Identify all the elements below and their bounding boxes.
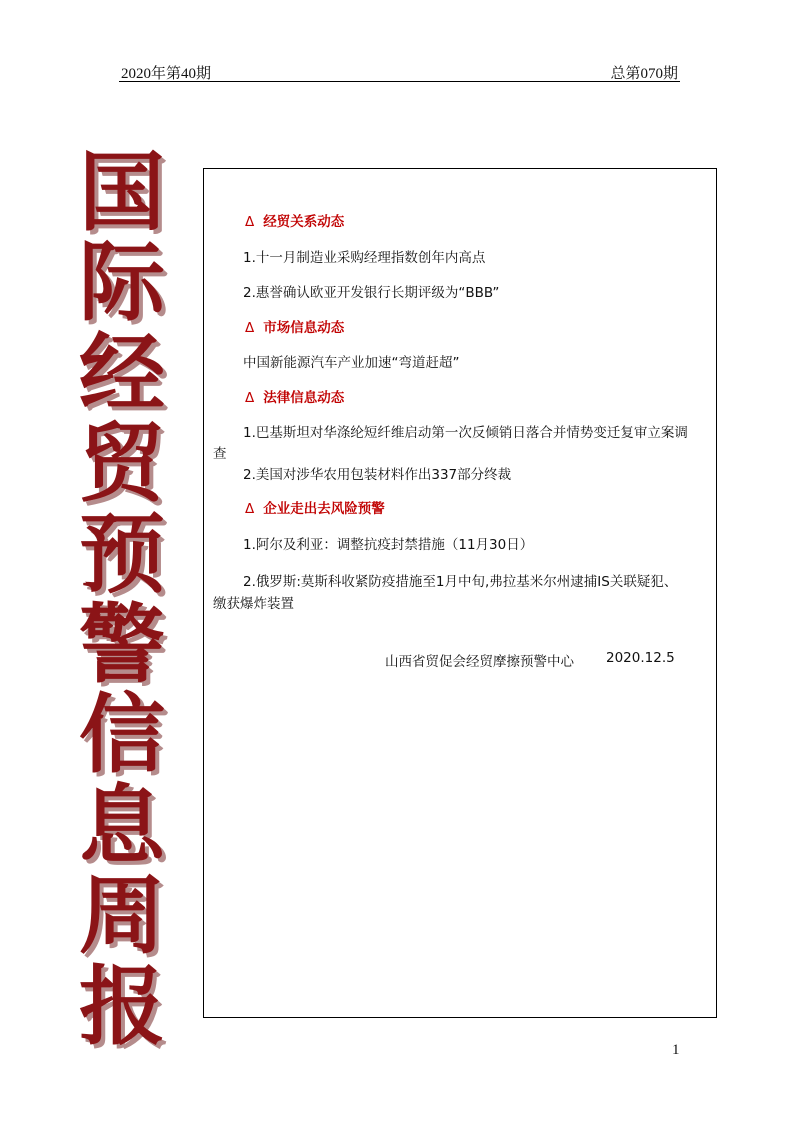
title-char: 经 xyxy=(79,323,165,424)
total-issue-number: 总第070期 xyxy=(610,66,678,82)
list-item[interactable]: 1.巴基斯坦对华涤纶短纤维启动第一次反倾销日落合并情势变迁复审立案调 xyxy=(243,425,688,441)
title-char: 警 xyxy=(79,594,165,695)
title-char: 贸 xyxy=(79,414,165,515)
triangle-icon: Δ xyxy=(245,390,255,406)
list-item[interactable]: 1.阿尔及利亚：调整抗疫封禁措施（11月30日） xyxy=(243,537,534,553)
title-char: 际 xyxy=(79,233,165,334)
title-char: 息 xyxy=(79,775,165,876)
list-item-continuation[interactable]: 查 xyxy=(213,446,227,462)
list-item[interactable]: 2.美国对涉华农用包装材料作出337部分终裁 xyxy=(243,467,512,483)
list-item[interactable]: 中国新能源汽车产业加速“弯道赶超” xyxy=(243,355,460,371)
section-heading: Δ 法律信息动态 xyxy=(245,390,345,406)
triangle-icon: Δ xyxy=(245,214,255,230)
page-number: 1 xyxy=(672,1042,680,1058)
list-item[interactable]: 2.惠誉确认欧亚开发银行长期评级为“BBB” xyxy=(243,285,500,301)
list-item[interactable]: 1.十一月制造业采购经理指数创年内高点 xyxy=(243,250,486,266)
list-item-continuation[interactable]: 缴获爆炸装置 xyxy=(213,596,294,612)
section-heading: Δ 市场信息动态 xyxy=(245,320,345,336)
list-item[interactable]: 2.俄罗斯:莫斯科收紧防疫措施至1月中旬,弗拉基米尔州逮捕IS关联疑犯、 xyxy=(243,574,678,590)
triangle-icon: Δ xyxy=(245,501,255,517)
issue-date: 2020.12.5 xyxy=(606,650,675,666)
section-heading: Δ 经贸关系动态 xyxy=(245,214,345,230)
title-char: 预 xyxy=(79,504,165,605)
issuing-organization: 山西省贸促会经贸摩擦预警中心 xyxy=(385,654,574,670)
title-char: 信 xyxy=(79,685,165,786)
title-char: 周 xyxy=(79,866,165,967)
vertical-title xyxy=(62,143,182,1057)
header-rule xyxy=(119,81,680,82)
triangle-icon: Δ xyxy=(245,320,255,336)
title-char: 国 xyxy=(79,143,165,243)
section-heading: Δ 企业走出去风险预警 xyxy=(245,501,385,517)
title-char: 报 xyxy=(79,956,165,1057)
issue-number: 2020年第40期 xyxy=(121,66,212,82)
